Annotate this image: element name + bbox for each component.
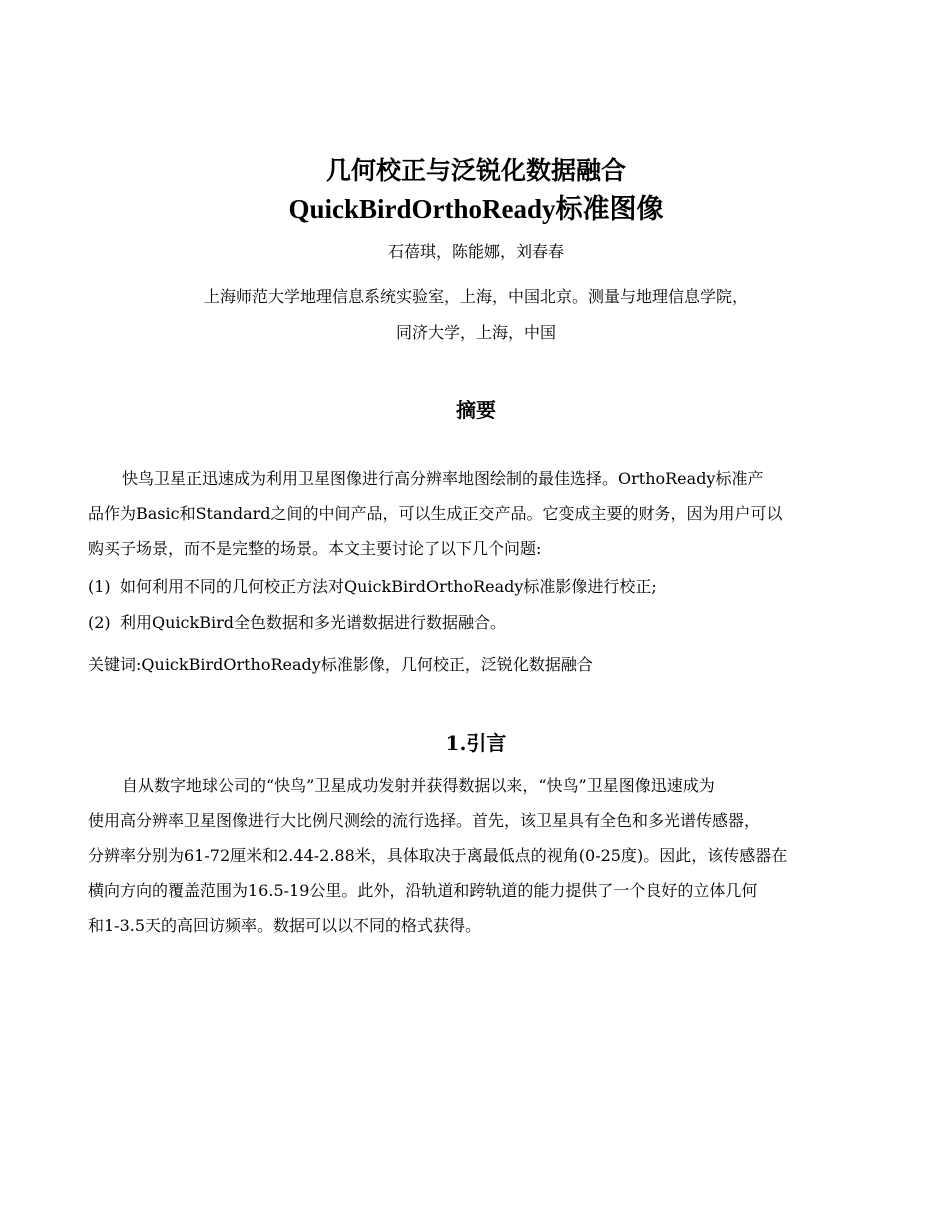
introduction-line: 和1-3.5天的高回访频率。数据可以以不同的格式获得。 xyxy=(88,916,482,935)
introduction-line: 横向方向的覆盖范围为16.5-19公里。此外，沿轨道和跨轨道的能力提供了一个良好的立体几何 xyxy=(88,881,758,900)
abstract-line: 购买子场景，而不是完整的场景。本文主要讨论了以下几个问题: xyxy=(88,539,542,558)
affiliation-line1: 上海师范大学地理信息系统实验室，上海，中国北京。测量与地理信息学院， xyxy=(203,287,748,306)
introduction-line: 使用高分辨率卫星图像进行大比例尺测绘的流行选择。首先，该卫星具有全色和多光谱传感器， xyxy=(88,811,761,830)
introduction-line: 自从数字地球公司的“快鸟”卫星成功发射并获得数据以来，“快鸟”卫星图像迅速成为 xyxy=(122,776,715,795)
introduction-heading: 1.引言 xyxy=(445,731,507,755)
abstract-list-item xyxy=(88,611,854,635)
affiliation-line2: 同济大学，上海，中国 xyxy=(395,323,556,342)
abstract-heading: 摘要 xyxy=(456,398,496,422)
abstract-line: 快鸟卫星正迅速成为利用卫星图像进行高分辨率地图绘制的最佳选择。OrthoReady标准产 xyxy=(122,469,764,488)
introduction-line: 分辨率分别为61-72厘米和2.44-2.88米，具体取决于离最低点的视角(0-25度)。因此，该传感器在 xyxy=(88,846,788,865)
abstract-line: 品作为Basic和Standard之间的中间产品，可以生成正交产品。它变成主要的财务，因为用户可以 xyxy=(88,504,783,523)
introduction-paragraph xyxy=(88,768,854,943)
author-list: 石蓓琪，陈能娜，刘春春 xyxy=(387,242,564,261)
abstract-list-item xyxy=(88,575,854,599)
paper-title-line2: QuickBirdOrthoReady标准图像 xyxy=(288,194,664,224)
abstract-paragraph xyxy=(88,461,854,566)
list-item-number: (1) xyxy=(88,577,111,596)
paper-title-line1: 几何校正与泛锐化数据融合 xyxy=(325,156,626,185)
list-item-number: (2) xyxy=(88,613,111,632)
keywords-line: 关键词:QuickBirdOrthoReady标准影像，几何校正，泛锐化数据融合 xyxy=(88,655,593,674)
list-item-text: 利用QuickBird全色数据和多光谱数据进行数据融合。 xyxy=(120,613,506,632)
list-item-text: 如何利用不同的几何校正方法对QuickBirdOrthoReady标准影像进行校正; xyxy=(120,577,657,596)
